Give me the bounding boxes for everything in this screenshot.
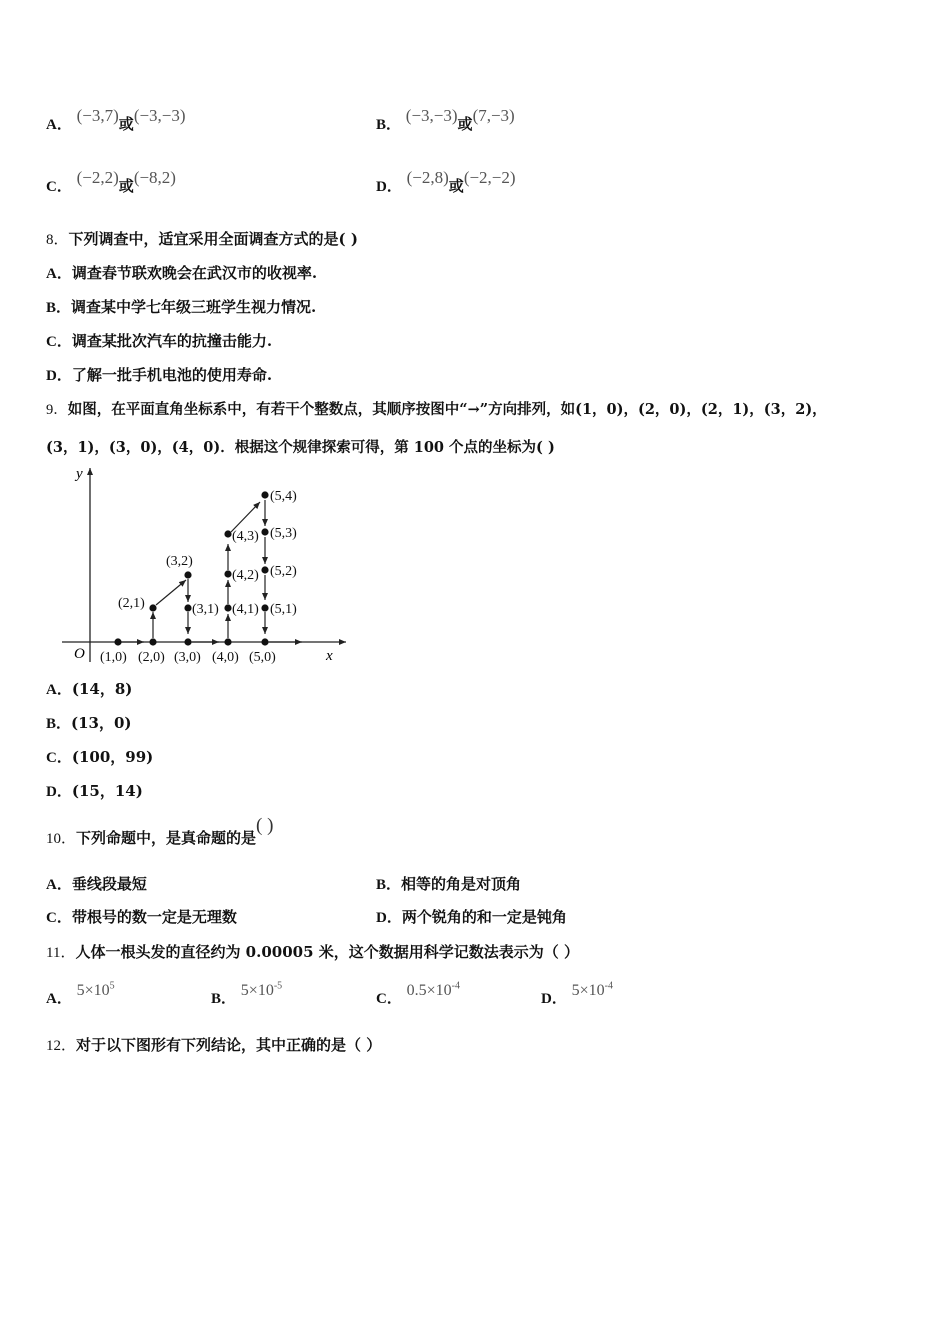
q12-stem <box>46 1034 381 1055</box>
point-1-0 <box>114 638 121 645</box>
q8-option-d[interactable] <box>46 364 272 385</box>
origin-label: O <box>74 646 85 662</box>
q8-option-a[interactable] <box>46 262 317 283</box>
point-label: (1,0) <box>100 650 127 665</box>
x-axis-label: x <box>326 648 333 664</box>
option-text: 带根号的数一定是无理数 <box>71 908 237 926</box>
option-letter: C． <box>376 991 402 1007</box>
option-letter: B． <box>376 117 402 133</box>
option-point: (7,−3) <box>472 106 515 125</box>
point-label: (5,0) <box>249 650 276 665</box>
point-5-2 <box>261 566 268 573</box>
q8-stem <box>46 228 358 249</box>
option-letter: B． <box>376 877 402 893</box>
q7-option-a[interactable] <box>46 106 186 134</box>
option-point: (−3,−3) <box>133 106 186 125</box>
point-label: (3,1) <box>192 602 219 617</box>
q7-option-c[interactable] <box>46 168 176 196</box>
point-label: (4,3) <box>232 529 259 544</box>
option-base: 5×10 <box>571 982 605 999</box>
option-value <box>572 982 613 999</box>
q11-option-d[interactable] <box>541 980 613 1008</box>
point-label: (3,0) <box>174 650 201 665</box>
q11-option-a[interactable] <box>46 980 115 1008</box>
question-text: 如图，在平面直角坐标系中，有若干个整数点，其顺序按图中“→”方向排列，如(1，0)，(2，0)，(2，1)，(3，2)， <box>67 401 827 418</box>
question-number: 9． <box>46 402 68 418</box>
q7-option-b[interactable] <box>376 106 515 134</box>
option-exponent: -4 <box>604 980 613 992</box>
q7-option-d[interactable] <box>376 168 516 196</box>
q9-stem-line1 <box>46 398 827 419</box>
point-3-1 <box>184 604 191 611</box>
point-label: (4,2) <box>232 568 259 583</box>
q11-stem <box>46 941 579 962</box>
option-letter: A． <box>46 117 72 133</box>
option-text: 垂线段最短 <box>71 875 147 893</box>
option-base: 5×10 <box>240 982 274 999</box>
path-arrow <box>231 502 260 532</box>
option-letter: D． <box>46 784 72 800</box>
point-label: (2,0) <box>138 650 165 665</box>
option-letter: D． <box>376 179 402 195</box>
option-letter: C． <box>46 334 72 350</box>
question-number: 10． <box>46 831 77 847</box>
point-4-0 <box>224 638 231 645</box>
point-2-1 <box>149 604 156 611</box>
question-number: 12． <box>46 1038 77 1054</box>
option-point: (−2,−2) <box>463 168 516 187</box>
q9-option-b[interactable] <box>46 712 132 733</box>
option-or: 或 <box>448 177 464 195</box>
q10-option-b[interactable] <box>376 873 521 894</box>
option-point: (−8,2) <box>133 168 176 187</box>
option-letter: A． <box>46 682 72 698</box>
option-point: (−2,2) <box>76 168 119 187</box>
question-number: 11． <box>46 945 76 961</box>
question-text: 下列调查中，适宜采用全面调查方式的是( ) <box>68 230 358 248</box>
option-text: (100，99) <box>71 748 154 766</box>
option-value <box>407 982 460 999</box>
q10-stem <box>46 815 274 849</box>
q9-option-c[interactable] <box>46 746 153 767</box>
q10-option-c[interactable] <box>46 906 237 927</box>
point-4-3 <box>224 530 231 537</box>
point-4-2 <box>224 570 231 577</box>
q9-option-a[interactable] <box>46 678 132 699</box>
option-text: 调查春节联欢晚会在武汉市的收视率. <box>71 264 318 282</box>
q11-option-b[interactable] <box>211 980 283 1008</box>
option-text: 调查某批次汽车的抗撞击能力. <box>71 332 273 350</box>
question-text: 下列命题中，是真命题的是 <box>76 829 257 847</box>
point-label: (2,1) <box>118 596 145 611</box>
option-text: 相等的角是对顶角 <box>401 875 522 893</box>
q10-option-d[interactable] <box>376 906 567 927</box>
point-5-0 <box>261 638 268 645</box>
option-exponent: -4 <box>451 980 460 992</box>
option-letter: C． <box>46 179 72 195</box>
option-text: 了解一批手机电池的使用寿命. <box>71 366 273 384</box>
q9-stem-line2: (3，1)，(3，0)，(4，0)．根据这个规律探索可得，第 100 个点的坐标为( ) <box>46 439 555 456</box>
point-label: (5,2) <box>270 564 297 579</box>
option-letter: D． <box>541 991 567 1007</box>
option-letter: B． <box>46 716 72 732</box>
option-letter: B． <box>211 991 237 1007</box>
q8-option-c[interactable] <box>46 330 272 351</box>
option-base: 0.5×10 <box>406 982 452 999</box>
answer-paren: ( ) <box>256 815 274 836</box>
y-axis-label: y <box>76 466 83 482</box>
option-text: 调查某中学七年级三班学生视力情况. <box>71 298 317 316</box>
question-text: 对于以下图形有下列结论，其中正确的是（ ） <box>76 1036 382 1054</box>
option-letter: A． <box>46 991 72 1007</box>
option-value <box>77 982 115 999</box>
option-exponent: -5 <box>273 980 283 992</box>
point-label: (5,4) <box>270 489 297 504</box>
q9-option-d[interactable] <box>46 780 143 801</box>
option-point: (−3,7) <box>76 106 119 125</box>
point-3-0 <box>184 638 191 645</box>
point-5-3 <box>261 528 268 535</box>
q10-option-a[interactable] <box>46 873 147 894</box>
option-text: 两个锐角的和一定是钝角 <box>401 908 567 926</box>
option-value <box>241 982 282 999</box>
point-4-1 <box>224 604 231 611</box>
point-5-4 <box>261 491 268 498</box>
option-letter: C． <box>46 750 72 766</box>
option-text: (13，0) <box>71 714 132 732</box>
option-point: (−2,8) <box>406 168 449 187</box>
q8-option-b[interactable] <box>46 296 316 317</box>
option-letter: D． <box>376 910 402 926</box>
point-label: (4,0) <box>212 650 239 665</box>
q11-option-c[interactable] <box>376 980 460 1008</box>
option-or: 或 <box>118 115 134 133</box>
option-or: 或 <box>457 115 473 133</box>
point-2-0 <box>149 638 156 645</box>
option-letter: A． <box>46 877 72 893</box>
point-3-2 <box>184 571 191 578</box>
option-exponent: 5 <box>109 980 115 992</box>
q9-figure <box>58 462 358 670</box>
option-or: 或 <box>118 177 134 195</box>
point-5-1 <box>261 604 268 611</box>
option-letter: D． <box>46 368 72 384</box>
path-arrow <box>156 580 186 605</box>
point-label: (4,1) <box>232 602 259 617</box>
point-label: (5,1) <box>270 602 297 617</box>
option-base: 5×10 <box>76 982 110 999</box>
point-label: (5,3) <box>270 526 297 541</box>
option-text: (15，14) <box>71 782 143 800</box>
option-letter: C． <box>46 910 72 926</box>
option-text: (14，8) <box>71 680 133 698</box>
question-text: 人体一根头发的直径约为 0.00005 米，这个数据用科学记数法表示为（ ） <box>75 943 579 961</box>
question-number: 8． <box>46 232 69 248</box>
option-point: (−3,−3) <box>405 106 458 125</box>
option-letter: B． <box>46 300 72 316</box>
point-label: (3,2) <box>166 554 193 569</box>
option-letter: A． <box>46 266 72 282</box>
